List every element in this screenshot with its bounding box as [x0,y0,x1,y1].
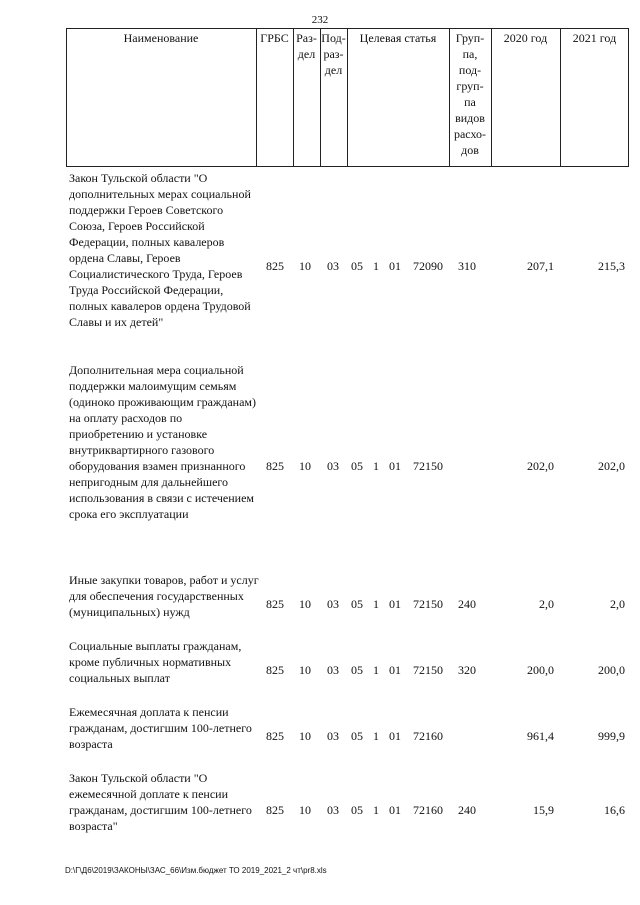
cell-razdel: 10 [299,259,311,273]
column-divider [491,28,492,167]
cell-target-code: 72150 [413,459,443,473]
cell-group: 310 [458,259,476,273]
cell-group: 240 [458,597,476,611]
cell-target-event: 01 [389,803,401,817]
cell-target-code: 72150 [413,597,443,611]
row-name: Социальные выплаты гражданам, кроме публичных нормативных социальных выплат [69,639,242,685]
cell-grbs: 825 [266,729,284,743]
cell-podrazdel: 03 [327,663,339,677]
cell-podrazdel: 03 [327,259,339,273]
cell-target-code: 72160 [413,729,443,743]
header-target: Целевая статья [359,31,437,45]
header-2021: 2021 год [572,31,617,45]
column-divider [256,28,257,167]
cell-2021: 2,0 [610,597,625,611]
header-name: Наименование [123,31,199,45]
cell-target-code: 72090 [413,259,443,273]
cell-target-program: 05 [351,663,363,677]
cell-2020: 200,0 [527,663,554,677]
cell-razdel: 10 [299,663,311,677]
row-name: Ежемесячная доплата к пенсии гражданам, достигшим 100-летнего возраста [69,705,252,751]
cell-razdel: 10 [299,803,311,817]
cell-target-subprogram: 1 [373,597,379,611]
cell-target-subprogram: 1 [373,729,379,743]
cell-grbs: 825 [266,259,284,273]
file-path-footer: D:\Г\Д6\2019\ЗАКОНЫ\ЗАС_66\Изм.бюджет ТО 2019_2021_2 чт\pr8.xls [65,866,327,875]
cell-2021: 16,6 [604,803,625,817]
cell-target-program: 05 [351,259,363,273]
cell-target-program: 05 [351,729,363,743]
cell-target-subprogram: 1 [373,459,379,473]
cell-razdel: 10 [299,729,311,743]
cell-podrazdel: 03 [327,729,339,743]
column-divider [560,28,561,167]
cell-target-subprogram: 1 [373,259,379,273]
cell-2020: 961,4 [527,729,554,743]
cell-target-subprogram: 1 [373,803,379,817]
header-grbs: ГРБС [260,31,289,45]
cell-2020: 2,0 [539,597,554,611]
page-number: 232 [311,14,329,26]
cell-grbs: 825 [266,663,284,677]
cell-2020: 202,0 [527,459,554,473]
cell-target-event: 01 [389,729,401,743]
cell-group: 240 [458,803,476,817]
cell-target-subprogram: 1 [373,663,379,677]
cell-2020: 207,1 [527,259,554,273]
cell-grbs: 825 [266,803,284,817]
cell-target-event: 01 [389,663,401,677]
cell-grbs: 825 [266,459,284,473]
cell-2021: 215,3 [598,259,625,273]
row-name: Закон Тульской области "О дополнительных мерах социальной поддержки Героев Советского Союза, Героев Российской Федерации, полных кавалеров ордена Славы, Героев Социалистического Труда, Героев Труда Российской Федерации, полных кавалеров ордена Трудовой Славы и их детей" [69,171,251,329]
cell-razdel: 10 [299,597,311,611]
cell-grbs: 825 [266,597,284,611]
cell-podrazdel: 03 [327,597,339,611]
row-name: Иные закупки товаров, работ и услуг для обеспечения государственных (муниципальных) нужд [69,573,259,619]
cell-target-program: 05 [351,459,363,473]
cell-target-event: 01 [389,459,401,473]
cell-2021: 200,0 [598,663,625,677]
cell-podrazdel: 03 [327,459,339,473]
cell-target-program: 05 [351,803,363,817]
cell-2021: 999,9 [598,729,625,743]
cell-2021: 202,0 [598,459,625,473]
row-name: Дополнительная мера социальной поддержки малоимущим семьям (одиноко проживающим гражданам) на оплату расходов по приобретению и установке внутриквартирного газового оборудования взамен признанного непригодным для дальнейшего использования в связи с истечением срока его эксплуатации [69,363,257,521]
cell-2020: 15,9 [533,803,554,817]
row-name: Закон Тульской области "О ежемесячной доплате к пенсии гражданам, достигшим 100-летнего возраста" [69,771,252,833]
header-2020: 2020 год [503,31,548,45]
header-podrazdel: Под- раз- дел [321,31,346,77]
cell-target-event: 01 [389,259,401,273]
cell-target-code: 72160 [413,803,443,817]
cell-razdel: 10 [299,459,311,473]
header-group: Груп- па, под- груп- па видов расхо- дов [453,31,487,157]
cell-group: 320 [458,663,476,677]
header-razdel: Раз- дел [296,31,317,61]
cell-target-program: 05 [351,597,363,611]
cell-target-event: 01 [389,597,401,611]
cell-target-code: 72150 [413,663,443,677]
cell-podrazdel: 03 [327,803,339,817]
column-divider [347,28,348,167]
